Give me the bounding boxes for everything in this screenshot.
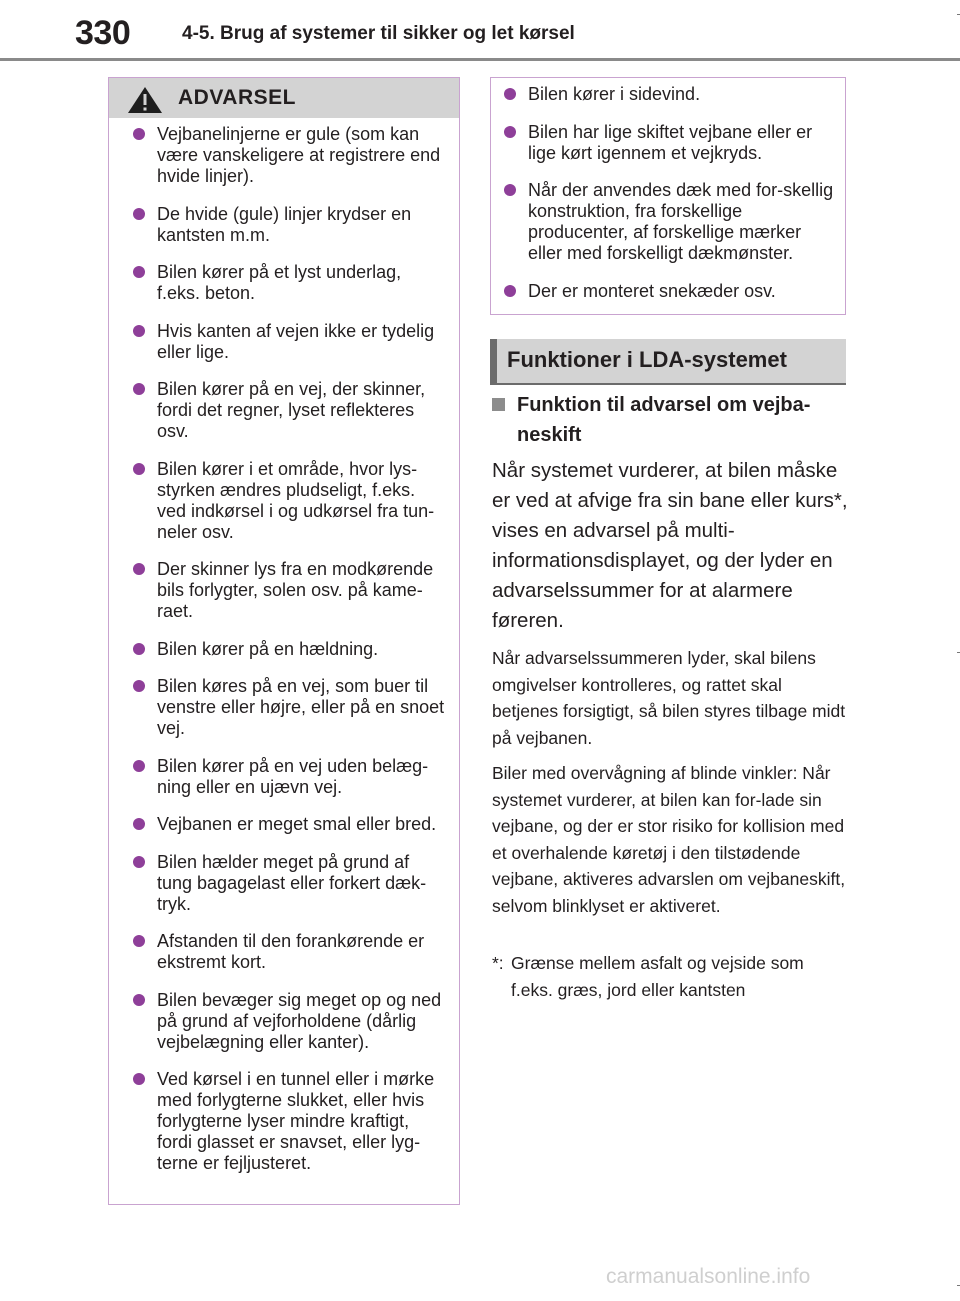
bullet-icon	[133, 325, 145, 337]
list-item-text: Når der anvendes dæk med for-skellig konstruktion, fra forskellige producenter, af forskellige mærker eller med forskelligt dækmønster.	[528, 180, 834, 263]
section-heading: Funktioner i LDA-systemet	[507, 347, 787, 372]
body-paragraph: Når advarselssummeren lyder, skal bilens omgivelser kontrolleres, og rattet skal betjenes forsigtigt, så bilen styres tilbage midt på vejbanen.	[492, 648, 846, 749]
subheading: Funktion til advarsel om vejba-neskift	[517, 394, 811, 446]
bullet-icon	[133, 680, 145, 692]
page-number: 330	[75, 14, 131, 52]
list-item-text: Bilen kører på et lyst underlag, f.eks. beton.	[157, 262, 402, 303]
bullet-icon	[133, 463, 145, 475]
list-item	[133, 852, 449, 915]
list-item	[133, 639, 449, 660]
bullet-icon	[133, 266, 145, 278]
bullet-icon	[133, 1073, 145, 1085]
header-rule	[0, 58, 960, 61]
list-item-text: Hvis kanten af vejen ikke er tydelig eller lige.	[157, 320, 435, 362]
list-item-text: Vejbanen er meget smal eller bred.	[157, 814, 437, 834]
list-item-text: Bilen kører på en vej, der skinner, fordi det regner, lyset reflekteres osv.	[157, 379, 426, 441]
bullet-icon	[133, 856, 145, 868]
footnote-text: Grænse mellem asfalt og vejside som f.eks. græs, jord eller kantsten	[511, 953, 804, 1000]
body-paragraph: Biler med overvågning af blinde vinkler: Når systemet vurderer, at bilen kan for-lade sin vejbane, og der er stor risiko for kollision med et overhalende køretøj i den tilstødende vejbane, aktiveres advarslen om vejbaneskift, selvom blinklyset er aktiveret.	[492, 763, 846, 916]
list-item-text: Der er monteret snekæder osv.	[528, 280, 776, 301]
heading-accent-bar	[490, 339, 497, 384]
page-header	[0, 0, 960, 62]
footnote-mark: *:	[492, 953, 504, 973]
section-title: 4-5. Brug af systemer til sikker og let kørsel	[182, 23, 575, 44]
bullet-icon	[133, 994, 145, 1006]
list-item-text: De hvide (gule) linjer krydser en kantsten m.m.	[157, 203, 412, 245]
list-item-text: Ved kørsel i en tunnel eller i mørke med forlygterne slukket, eller hvis forlygterne lyser mindre kraftigt, fordi glasset er snavset, eller lyg-terne er fejljusteret.	[157, 1069, 435, 1173]
list-item-text: Bilen køres på en vej, som buer til venstre eller højre, eller på en snoet vej.	[157, 676, 445, 738]
list-item	[133, 814, 449, 835]
list-item	[133, 990, 449, 1053]
list-item-text: Bilen kører i sidevind.	[528, 84, 701, 104]
list-item	[133, 1069, 449, 1174]
bullet-icon	[133, 818, 145, 830]
bullet-icon	[133, 563, 145, 575]
list-item-text: Bilen bevæger sig meget op og ned på grund af vejforholdene (dårlig vejbelægning eller kanter).	[157, 989, 442, 1052]
warning-continued-list	[491, 78, 845, 302]
list-item-text: Bilen kører på en vej uden belæg-ning eller en ujævn vej.	[157, 755, 429, 797]
list-item	[133, 559, 449, 622]
section-heading-band	[490, 339, 846, 384]
warning-box	[108, 77, 460, 1205]
watermark: carmanualsonline.info	[606, 1265, 811, 1288]
warning-continued-box	[490, 77, 846, 315]
bullet-icon	[504, 88, 516, 100]
bullet-icon	[133, 383, 145, 395]
bullet-icon	[133, 760, 145, 772]
bullet-icon	[133, 643, 145, 655]
list-item-text: Afstanden til den forankørende er ekstremt kort.	[157, 931, 425, 972]
list-item-text: Bilen hælder meget på grund af tung bagagelast eller forkert dæk-tryk.	[157, 851, 427, 914]
bullet-icon	[504, 285, 516, 297]
bullet-icon	[504, 126, 516, 138]
list-item	[133, 756, 449, 798]
lead-paragraph: Når systemet vurderer, at bilen måske er ved at afvige fra sin bane eller kurs*, vises en advarsel på multi-informationsdisplayet, og der lyder en advarselssummer for at alarmere føreren.	[492, 459, 848, 632]
list-item	[133, 459, 449, 543]
list-item-text: Vejbanelinjerne er gule (som kan være vanskeligere at registrere end hvide linjer).	[157, 124, 441, 186]
list-item-text: Bilen kører på en hældning.	[157, 638, 379, 659]
list-item	[501, 122, 835, 164]
heading-rule	[490, 383, 846, 385]
list-item	[501, 84, 835, 105]
bullet-icon	[133, 128, 145, 140]
square-bullet-icon	[492, 398, 505, 411]
list-item	[133, 262, 449, 304]
bullet-icon	[133, 208, 145, 220]
list-item	[133, 124, 449, 187]
warning-title: ADVARSEL	[178, 86, 296, 109]
list-item	[133, 931, 449, 973]
list-item-text: Bilen kører i et område, hvor lys-styrken ændres pludseligt, f.eks. ved indkørsel i og udkørsel fra tun-neler osv.	[157, 458, 435, 542]
list-item	[133, 379, 449, 442]
list-item	[133, 676, 449, 739]
bullet-icon	[133, 935, 145, 947]
warning-list	[109, 118, 459, 1174]
list-item	[133, 204, 449, 246]
bullet-icon	[504, 184, 516, 196]
list-item	[133, 321, 449, 363]
list-item-text: Bilen har lige skiftet vejbane eller er lige kørt igennem et vejkryds.	[528, 121, 813, 163]
list-item	[501, 180, 835, 264]
warning-triangle-icon	[127, 86, 163, 114]
warning-header	[109, 78, 459, 118]
list-item	[501, 281, 835, 302]
list-item-text: Der skinner lys fra en modkørende bils forlygter, solen osv. på kame-raet.	[157, 559, 434, 621]
